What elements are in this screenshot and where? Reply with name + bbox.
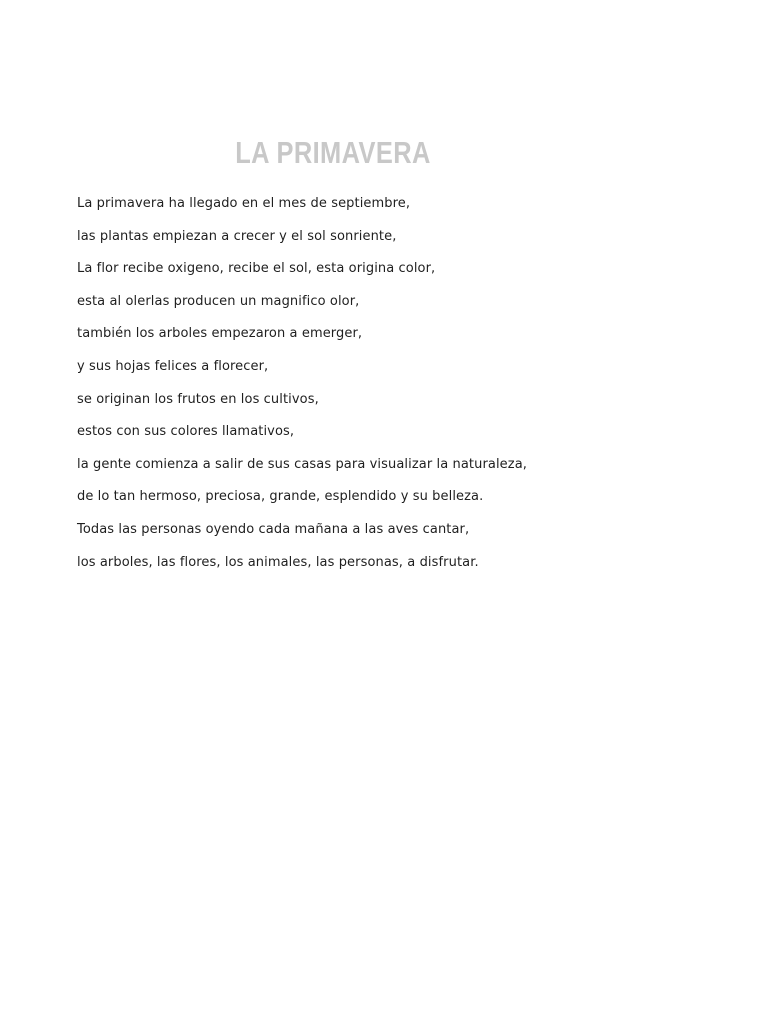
poem-body xyxy=(77,188,737,579)
poem-line: esta al olerlas producen un magnifico olor, xyxy=(77,293,360,309)
poem-line: La primavera ha llegado en el mes de septiembre, xyxy=(77,196,411,211)
poem-line: los arboles, las flores, los animales, las personas, a disfrutar. xyxy=(77,554,479,570)
poem-line: Todas las personas oyendo cada mañana a las aves cantar, xyxy=(77,521,470,537)
poem-line: de lo tan hermoso, preciosa, grande, esplendido y su belleza. xyxy=(77,489,484,505)
poem-line: se originan los frutos en los cultivos, xyxy=(77,391,319,407)
document-title: LA PRIMAVERA xyxy=(235,135,431,170)
poem-line: también los arboles empezaron a emerger, xyxy=(77,326,363,342)
poem-line: las plantas empiezan a crecer y el sol sonriente, xyxy=(77,228,397,244)
poem-line: estos con sus colores llamativos, xyxy=(77,424,295,440)
poem-line: la gente comienza a salir de sus casas para visualizar la naturaleza, xyxy=(77,456,527,472)
poem-line: La flor recibe oxigeno, recibe el sol, esta origina color, xyxy=(77,261,436,277)
poem-line: y sus hojas felices a florecer, xyxy=(77,358,269,374)
